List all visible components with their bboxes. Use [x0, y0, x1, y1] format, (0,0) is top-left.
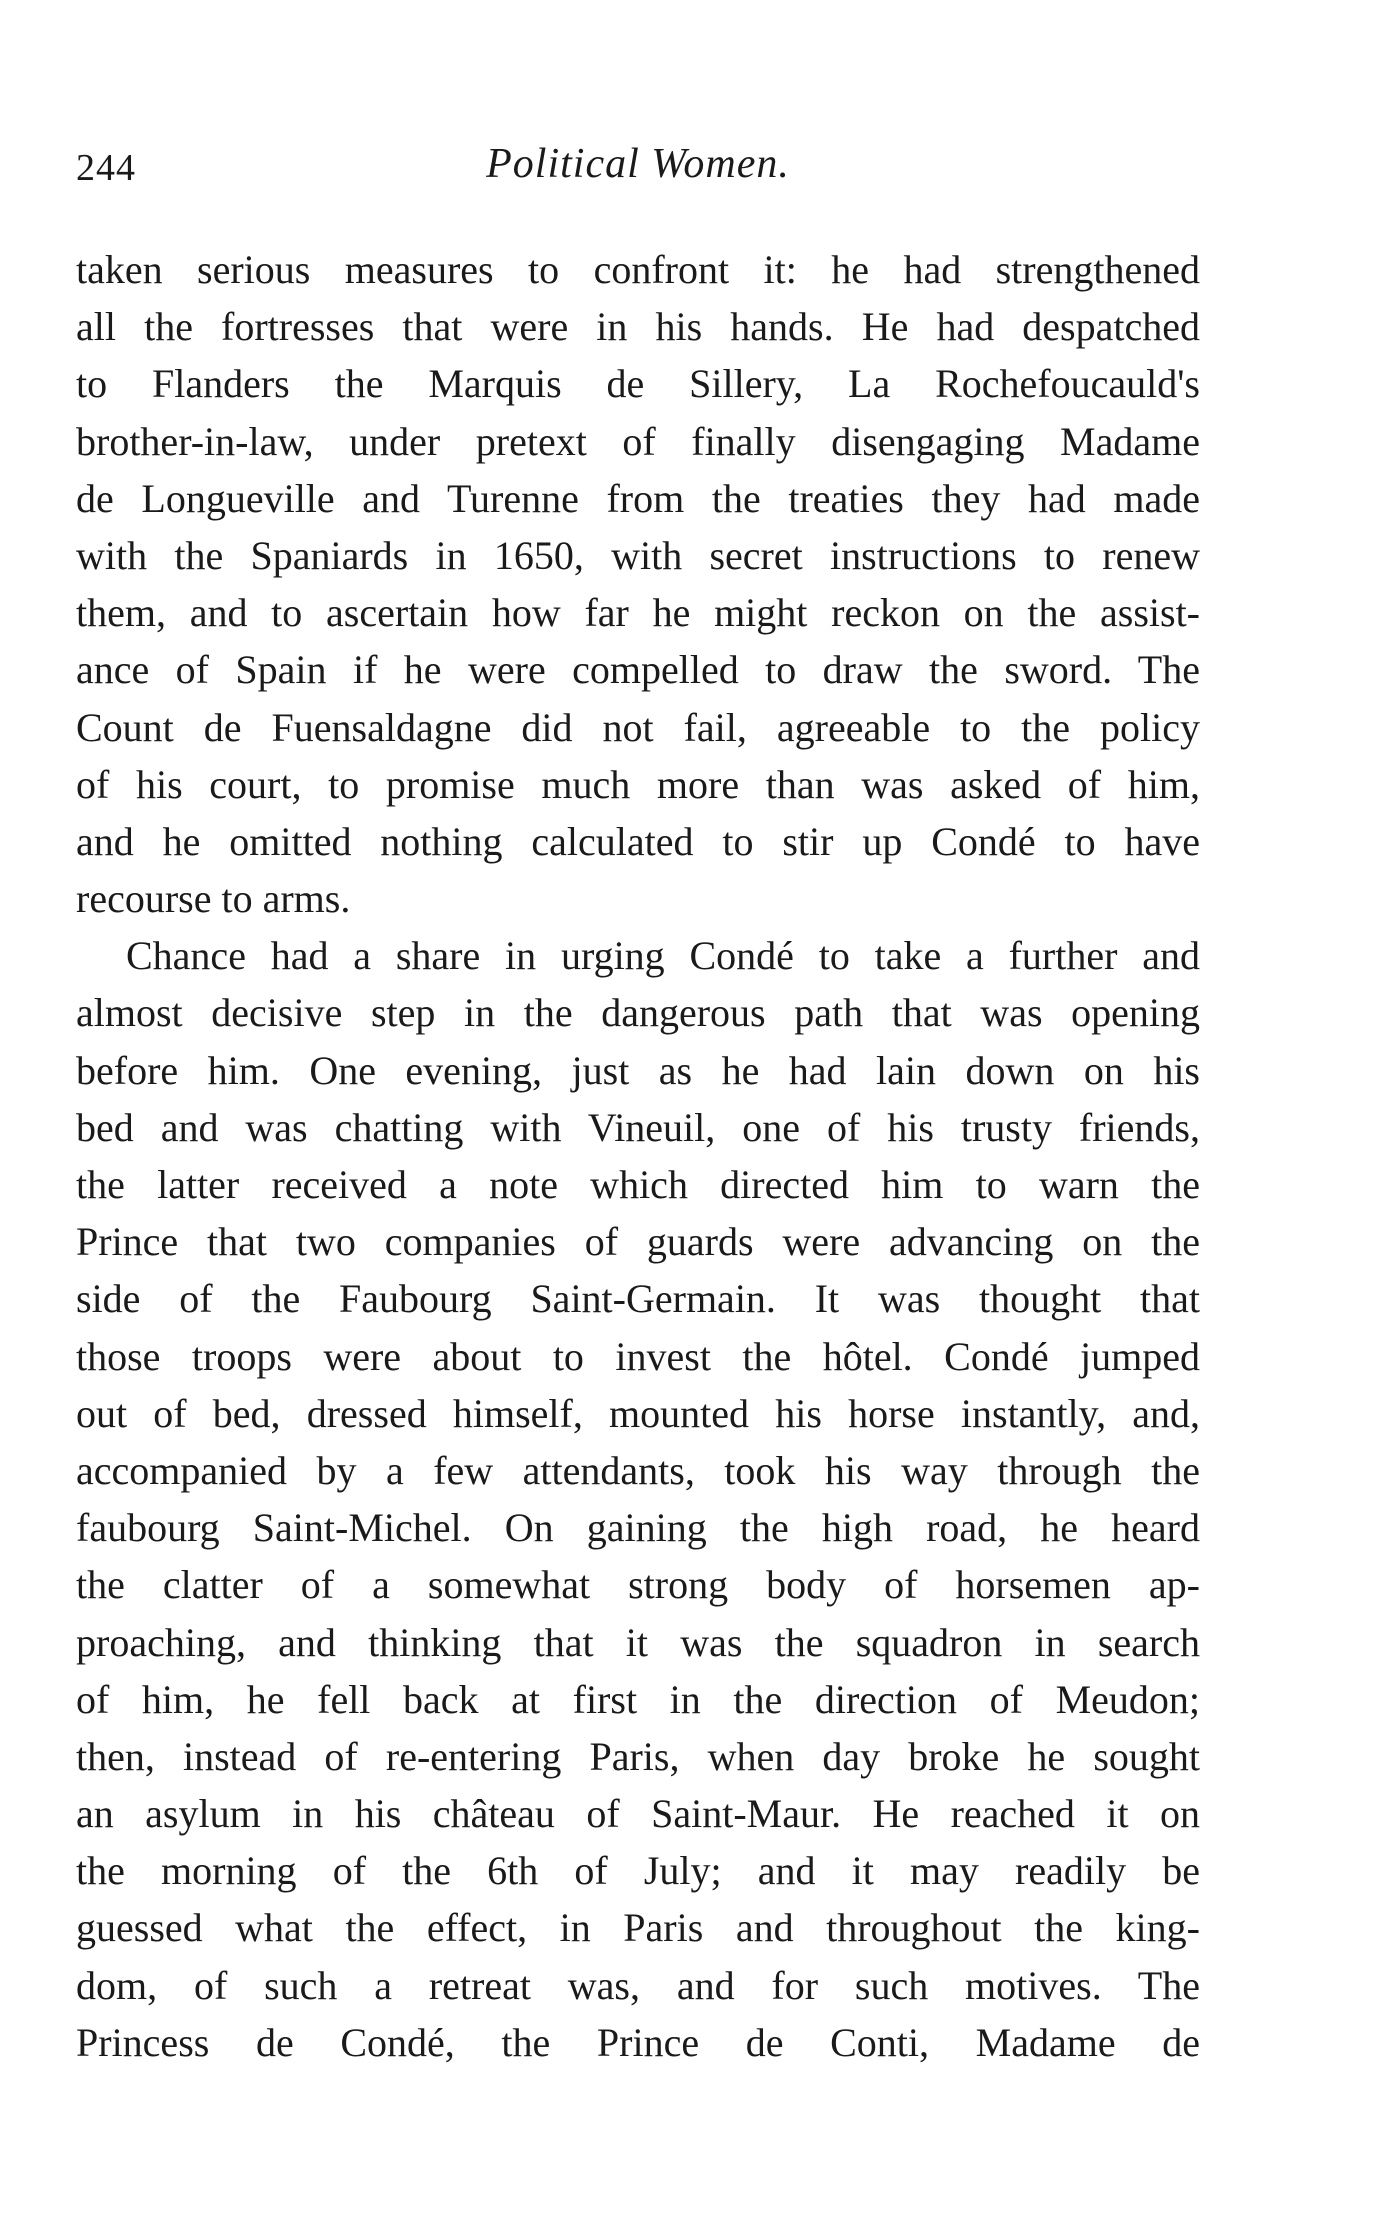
running-title: Political Women.	[486, 141, 790, 187]
text-line: Prince that two companies of guards were advancing on the	[76, 1219, 1200, 1265]
text-line: Count de Fuensaldagne did not fail, agreeable to the policy	[76, 704, 1200, 750]
text-line: those troops were about to invest the hôtel. Condé jumped	[76, 1333, 1200, 1379]
body-text	[76, 241, 1200, 2071]
text-line: proaching, and thinking that it was the squadron in search	[76, 1619, 1200, 1665]
text-line: of his court, to promise much more than was asked of him,	[76, 761, 1200, 807]
text-line: recourse to arms.	[76, 876, 351, 922]
text-line: de Longueville and Turenne from the treaties they had made	[76, 475, 1200, 521]
text-line: before him. One evening, just as he had lain down on his	[76, 1047, 1200, 1093]
text-line: out of bed, dressed himself, mounted his horse instantly, and,	[76, 1390, 1200, 1436]
text-line: them, and to ascertain how far he might reckon on the assist-	[76, 590, 1200, 636]
text-line: almost decisive step in the dangerous path that was opening	[76, 990, 1200, 1036]
paragraph-2	[76, 927, 1200, 2071]
text-line: the clatter of a somewhat strong body of horsemen ap-	[76, 1562, 1200, 1608]
running-head	[76, 140, 1200, 200]
text-line: ance of Spain if he were compelled to draw the sword. The	[76, 647, 1200, 693]
text-line: Princess de Condé, the Prince de Conti, Madame de	[76, 2019, 1200, 2065]
paragraph-1	[76, 241, 1200, 927]
text-line: the morning of the 6th of July; and it may readily be	[76, 1848, 1200, 1894]
text-line: brother-in-law, under pretext of finally disengaging Madame	[76, 418, 1200, 464]
page-number: 244	[76, 147, 136, 189]
text-line: guessed what the effect, in Paris and throughout the king-	[76, 1905, 1200, 1951]
text-line: then, instead of re-entering Paris, when day broke he sought	[76, 1733, 1200, 1779]
text-line: an asylum in his château of Saint-Maur. He reached it on	[76, 1791, 1200, 1837]
text-line: of him, he fell back at first in the direction of Meudon;	[76, 1676, 1200, 1722]
text-line: to Flanders the Marquis de Sillery, La Rochefoucauld's	[76, 361, 1200, 407]
text-line: Chance had a share in urging Condé to take a further and	[126, 933, 1200, 979]
text-line: the latter received a note which directed him to warn the	[76, 1162, 1200, 1207]
text-line: side of the Faubourg Saint-Germain. It was thought that	[76, 1276, 1200, 1322]
text-line: accompanied by a few attendants, took his way through the	[76, 1447, 1200, 1493]
text-line: all the fortresses that were in his hands. He had despatched	[76, 304, 1200, 350]
text-line: dom, of such a retreat was, and for such motives. The	[76, 1962, 1200, 2008]
text-line: and he omitted nothing calculated to stir up Condé to have	[76, 818, 1200, 864]
text-line: bed and was chatting with Vineuil, one of his trusty friends,	[76, 1104, 1200, 1150]
text-line: with the Spaniards in 1650, with secret instructions to renew	[76, 532, 1200, 578]
text-line: faubourg Saint-Michel. On gaining the high road, he heard	[76, 1505, 1200, 1551]
text-line: taken serious measures to confront it: he had strengthened	[76, 247, 1200, 292]
